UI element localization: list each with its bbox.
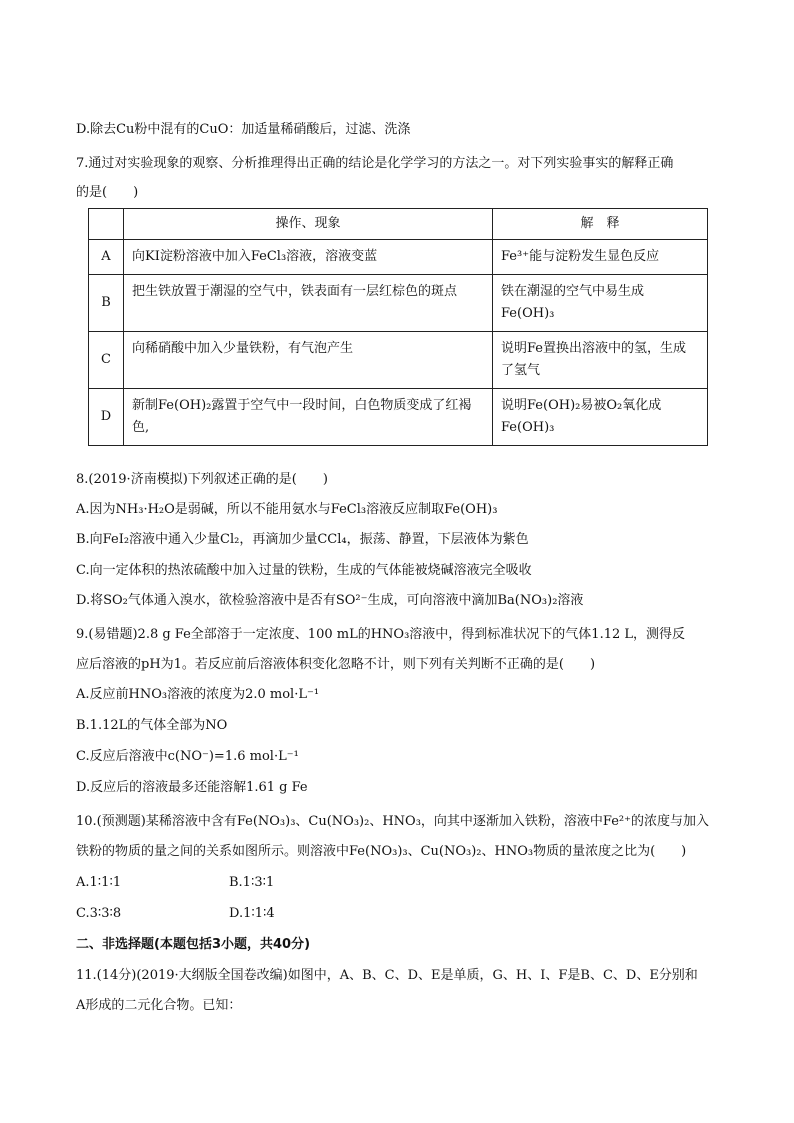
q9-option-b: B.1.12L的气体全部为NO	[76, 718, 228, 733]
row-label: D	[89, 389, 124, 446]
q7-stem-line1: 7.通过对实验现象的观察、分析推理得出正确的结论是化学学习的方法之一。对下列实验事实的解释正确	[76, 156, 674, 171]
explanation-line: Fe(OH)₃	[501, 306, 555, 321]
row-explanation	[493, 389, 708, 446]
q8-option-a: A.因为NH₃·H₂O是弱碱，所以不能用氨水与FeCl₃溶液反应制取Fe(OH)₃	[76, 502, 498, 517]
table-row	[89, 240, 708, 275]
q8-option-b: B.向FeI₂溶液中通入少量Cl₂，再滴加少量CCl₄，振荡、静置，下层液体为紫色	[76, 532, 529, 547]
q9-stem-line2: 应后溶液的pH为1。若反应前后溶液体积变化忽略不计，则下列有关判断不正确的是( )	[76, 657, 596, 672]
explanation-line: Fe³⁺能与淀粉发生显色反应	[501, 249, 660, 264]
q10-stem-line1: 10.(预测题)某稀溶液中含有Fe(NO₃)₃、Cu(NO₃)₂、HNO₃，向其中逐渐加入铁粉，溶液中Fe²⁺的浓度与加入	[76, 814, 709, 829]
q7-stem-line2: 的是( )	[76, 185, 139, 200]
row-operation: 新制Fe(OH)₂露置于空气中一段时间，白色物质变成了红褐色,	[124, 389, 493, 446]
table-row	[89, 332, 708, 389]
table-row	[89, 389, 708, 446]
q10-option-b: B.1∶3∶1	[229, 875, 275, 890]
row-explanation	[493, 332, 708, 389]
q9-option-c: C.反应后溶液中c(NO⁻)=1.6 mol·L⁻¹	[76, 749, 299, 764]
explanation-line: Fe(OH)₃	[501, 420, 555, 435]
q6-option-d: D.除去Cu粉中混有的CuO：加适量稀硝酸后，过滤、洗涤	[76, 122, 411, 137]
q10-option-c: C.3∶3∶8	[76, 906, 122, 921]
explanation-line: 了氢气	[501, 363, 541, 378]
q8-option-c: C.向一定体积的热浓硫酸中加入过量的铁粉，生成的气体能被烧碱溶液完全吸收	[76, 563, 532, 578]
q11-stem-line2: A形成的二元化合物。已知：	[76, 998, 242, 1013]
q9-stem-line1: 9.(易错题)2.8 g Fe全部溶于一定浓度、100 mL的HNO₃溶液中，得到标准状况下的气体1.12 L，测得反	[76, 627, 686, 642]
row-explanation	[493, 275, 708, 332]
q7-header-operation: 操作、现象	[124, 209, 493, 240]
q7-table-header	[89, 209, 708, 240]
q8-option-d: D.将SO₂气体通入溴水，欲检验溶液中是否有SO²⁻生成，可向溶液中滴加Ba(NO₃)₂溶液	[76, 593, 584, 608]
row-operation: 向稀硝酸中加入少量铁粉，有气泡产生	[124, 332, 493, 389]
row-label: A	[89, 240, 124, 275]
q9-option-a: A.反应前HNO₃溶液的浓度为2.0 mol·L⁻¹	[76, 687, 320, 702]
q10-stem-line2: 铁粉的物质的量之间的关系如图所示。则溶液中Fe(NO₃)₃、Cu(NO₃)₂、HNO₃物质的量浓度之比为( )	[76, 844, 687, 859]
row-operation: 把生铁放置于潮湿的空气中，铁表面有一层红棕色的斑点	[124, 275, 493, 332]
explanation-line: 铁在潮湿的空气中易生成	[501, 284, 645, 299]
row-operation: 向KI淀粉溶液中加入FeCl₃溶液，溶液变蓝	[124, 240, 493, 275]
explanation-line: 说明Fe置换出溶液中的氢，生成	[501, 341, 687, 356]
row-explanation	[493, 240, 708, 275]
row-label: B	[89, 275, 124, 332]
section-title: 二、非选择题(本题包括3小题，共40分)	[76, 937, 311, 952]
q10-option-a: A.1∶1∶1	[76, 875, 122, 890]
q7-header-label	[89, 209, 124, 240]
table-row	[89, 275, 708, 332]
explanation-line: 说明Fe(OH)₂易被O₂氧化成	[501, 398, 662, 413]
q9-option-d: D.反应后的溶液最多还能溶解1.61 g Fe	[76, 780, 308, 795]
row-label: C	[89, 332, 124, 389]
q11-stem-line1: 11.(14分)(2019·大纲版全国卷改编)如图中，A、B、C、D、E是单质，G、H、I、F是B、C、D、E分别和	[76, 968, 698, 983]
q7-table	[88, 208, 708, 446]
q7-header-explanation: 解 释	[493, 209, 708, 240]
q10-option-d: D.1∶1∶4	[229, 906, 275, 921]
q8-stem: 8.(2019·济南模拟)下列叙述正确的是( )	[76, 472, 328, 487]
